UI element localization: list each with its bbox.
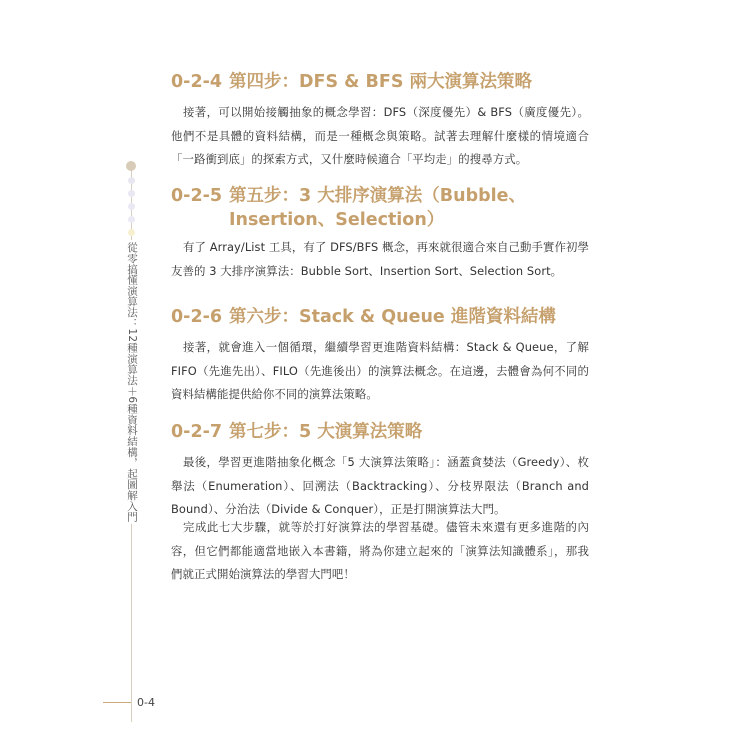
sidebar-dot-group — [128, 177, 135, 242]
section-title: 第六步：Stack & Queue 進階資料結構 — [229, 307, 556, 327]
page-footer — [103, 696, 155, 709]
page-number: 0-4 — [137, 696, 155, 709]
section-title: 第四步：DFS & BFS 兩大演算法策略 — [229, 72, 533, 92]
paragraph: 接著，就會進入一個循環，繼續學習更進階資料結構：Stack & Queue，了解 FIFO（先進先出）、FILO（先進後出）的演算法概念。在這邊，去體會為何不同的資料結構能提供給你不同的演算法策略。 — [171, 340, 589, 401]
sidebar-dot — [128, 216, 135, 223]
sidebar-dot — [128, 229, 135, 236]
section-heading — [171, 420, 589, 444]
book-title-vertical: 從零搞懂演算法：12種演算法＋6種資料結構，起圖解入門 — [126, 242, 138, 523]
sidebar-dot — [128, 203, 135, 210]
section-number: 0-2-6 — [171, 307, 223, 327]
paragraph: 完成此七大步驟，就等於打好演算法的學習基礎。儘管未來還有更多進階的內容，但它們都能適當地嵌入本書籍，將為你建立起來的「演算法知識體系」，那我們就正式開始演算法的學習大門吧！ — [171, 520, 589, 581]
section-number: 0-2-5 — [171, 186, 223, 206]
section-heading — [171, 305, 589, 329]
sidebar-bullet — [126, 161, 136, 171]
paragraph: 接著，可以開始接觸抽象的概念學習：DFS（深度優先）& BFS（廣度優先）。他們不是具體的資料結構，而是一種概念與策略。試著去理解什麼樣的情境適合「一路衝到底」的探索方式，又什麼時候適合「平均走」的搜尋方式。 — [171, 105, 589, 166]
footer-rule — [103, 702, 131, 703]
section-number: 0-2-7 — [171, 422, 223, 442]
section-heading — [171, 184, 589, 232]
section-title: 第五步：3 大排序演算法（Bubble、Insertion、Selection） — [229, 186, 526, 230]
sidebar-dot — [128, 177, 135, 184]
paragraph: 最後，學習更進階抽象化概念「5 大演算法策略」：涵蓋貪婪法（Greedy）、枚舉法（Enumeration）、回溯法（Backtracking）、分枝界限法（Branch and Bound）、分治法（Divide & Conquer），正是打開演算法大門。 — [171, 455, 589, 516]
section-heading — [171, 70, 589, 94]
sidebar-dot — [128, 190, 135, 197]
section-number: 0-2-4 — [171, 72, 223, 92]
section-title: 第七步：5 大演算法策略 — [229, 422, 423, 442]
paragraph: 有了 Array/List 工具，有了 DFS/BFS 概念，再來就很適合來自己動手實作初學友善的 3 大排序演算法：Bubble Sort、Insertion Sort、Selection Sort。 — [171, 240, 589, 278]
